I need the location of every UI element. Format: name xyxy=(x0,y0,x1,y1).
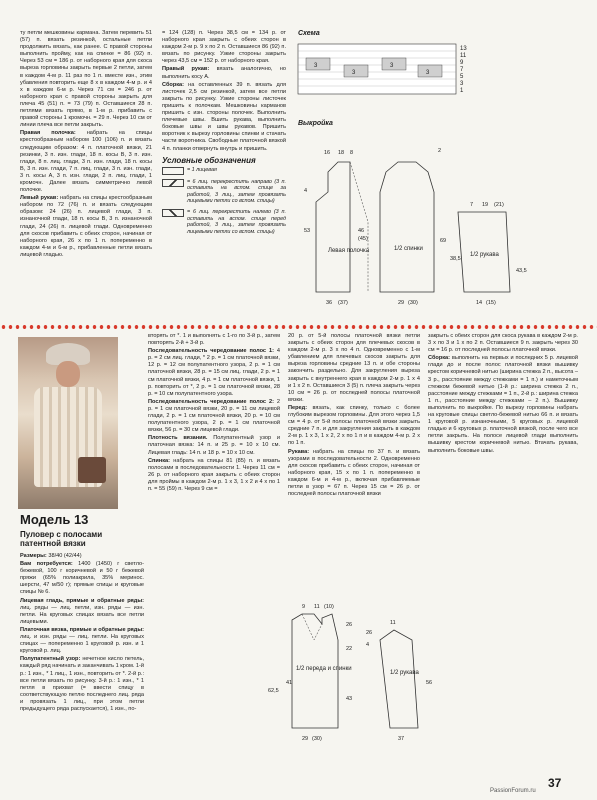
section-heading: Полупатентный узор: xyxy=(20,656,81,663)
section-heading: Рукава: xyxy=(288,448,310,455)
section-heading: Платочная вязка, прямые и обратные ряды: xyxy=(20,626,144,633)
dim-label: (10) xyxy=(324,604,334,610)
paragraph: 38/40 (42/44) xyxy=(48,553,82,559)
paragraph: вязать, как спинку, только с более глубоким вырезом горловины. Для этого через 1,5 см = 4 р. от 5-й полосы платочной вязки закрыть средние 7 п. и для закругления закрыть в каждом 2-м р. 1 х 3, 1 х 2, 2 х по 1 п и в каждом 4-м р. 2 х по 1 п. xyxy=(288,404,420,447)
dim-label: 38,5 xyxy=(450,256,461,262)
legend-text: = 1 лицевая xyxy=(187,166,217,173)
cable-block xyxy=(306,58,330,70)
text-column-bottom-4 xyxy=(428,333,578,565)
paragraph: на оставленных 39 п. вязать для листочек 2,5 см резинкой, затем все петли закрыть по рисунку. Узкие стороны листочек пришить к полочкам. Мешковины карманов пришить с изн. стороны полочек. Выполнить плечевые швы. Вшить рукава, выполнить боковые швы и швы рукавов. Пришить воротник к вырезу горловины спинки и стачать части воротника. Свободные платочной вязкой 4 п. планки отвернуть внутрь и пришить. xyxy=(162,81,286,152)
cable-block xyxy=(382,58,406,70)
dim-label: 43 xyxy=(346,696,353,702)
paragraph: 4 р. = 2 см лиц. глади, * 2 р. = 1 см платочной вязки, 12 р. = 12 см полупатентного узора, 2 р. = 1 см платочной вязки, 28 р. = 15 см лиц. глади, 2 р. = 1 см платочной вязки, 4 р. = 1 см платочной вязки, 1 р. повторить от *, 2 р. = 1 см платочной вязки, 28 р. = 10 см полупатентного узора. xyxy=(148,348,280,397)
paragraph: набрать на спицы по 37 п. и вязать узорами в последовательности 2. Одновременно для скосов прибавить с обеих сторон, начиная от наборного края, 15 х по 1 п. попеременно в каждом 6-м и 4-м р., включая прибавляемые петли в узор = 67 п. Через 15 см = 26 р. от последней полосы платочной вязки xyxy=(288,448,420,498)
dim-label: 18 xyxy=(338,150,345,156)
paragraph: набрать на спицы 81 (85) п. и вязать полосами в последовательности 1. Через 11 см = 26 р. от наборного края закрыть с обеих сторон для проймы в каждом 2-м р. 1 х 3, 1 х 2 и 4 х по 1 п. = 55 (59) п. Через 9 см = xyxy=(148,457,280,492)
section-heading: Правая полочка: xyxy=(20,130,76,137)
back-outline xyxy=(380,162,434,292)
back-label: 1/2 спинки xyxy=(394,246,423,252)
cable-block xyxy=(344,65,368,77)
front-back-label: 1/2 переда и спинки xyxy=(296,666,352,672)
bag-icon xyxy=(78,457,106,483)
sleeve-label: 1/2 рукава xyxy=(470,252,499,258)
section-heading: Сборка: xyxy=(162,81,185,88)
paragraph: 1400 (1450) г светло-бежевой, 100 г коричневой и 50 г бежевой пряжи (65% полиакрила, 35% меринос. шерсти, 47 м/50 г); прямые спицы и круговые спицы № 6. xyxy=(20,561,144,596)
schema-title: Схема xyxy=(298,30,320,37)
paragraph: выполнить на первых и последних 5 р. лицевой глади до и после полос платочной вязки вышивку крестом коричневой нитью (ширина стежка 2 п., высота – 3 р., расстояние между стежками = 1 п.) и наметочным стежком бежевой нитью (1-й р.: ширина стежка 2 п., расстояние между стежками = 1 п., 2-й р.: ширина стежка 1 п., расстояние между стежками – 2 п.). Вышивку выполнить по выкройке. По вырезу горловины набрать на круговые спицы светло-бежевой нитью 66 п. и вязать 1 круговой р. изнаночными, 5 круговых р. лицевой гладью и 6 круговых р. платочной вязкой, после чего все петли закрыть. На полосе лицевой глади выполнить вышивку крестом коричневой нитью. Втачать рукава, выполнить боковые швы. xyxy=(428,355,578,454)
dotted-divider xyxy=(0,323,597,331)
dim-label: 19 xyxy=(482,202,489,208)
legend-swatch xyxy=(162,167,184,175)
section-heading: Левый рукав: xyxy=(20,195,59,202)
dim-label: 69 xyxy=(440,238,447,244)
repeat-label: 3 xyxy=(314,63,318,69)
section-heading: Вам потребуется: xyxy=(20,561,73,568)
row-number: 11 xyxy=(460,53,467,59)
dim-label: 29 xyxy=(302,736,309,742)
dim-label: 29 xyxy=(398,300,405,306)
dim-label: 16 xyxy=(324,150,331,156)
model-title: Модель 13 xyxy=(20,512,89,527)
legend-item xyxy=(162,209,286,235)
paragraph: лиц. и изн. ряды — лиц. петли. На круговых спицах — попеременно 1 круговой р. изн. и 1 круговой р. лиц. xyxy=(20,634,144,655)
sleeve-label: 1/2 рукава xyxy=(390,670,419,676)
dim-label: (30) xyxy=(312,736,322,742)
text-column-bottom-2 xyxy=(148,333,280,565)
dim-label: 4 xyxy=(366,642,370,648)
paragraph: нечетное кисло петель, каждый ряд начинать и заканчивать 1 кром. 1-й р.: 1 изн., * 1 лиц., 1 изн., повторить от *. 2-й р.: все петли вязать по рисунку. 3-й р.: 1 изн., * 1 петля в прихват (= ввести спицу в соответствующую петлю последнего лиц. ряда и провязать 1 лиц., при этом петли предыдущего ряда распускается), 1 изн., по- xyxy=(20,656,144,712)
dim-label: 37 xyxy=(398,736,405,742)
dim-label: 11 xyxy=(314,604,320,610)
section-heading: Лицевая гладь, прямые и обратные ряды: xyxy=(20,597,144,604)
paragraph: закрыть с обеих сторон для скоса рукава в каждом 2-м р. 3 х по 3 и 1 х по 2 п. Оставшиеся 9 п. закрыть через 30 см = 16 р. от последней полосы платочной вязки. xyxy=(428,333,578,354)
section-heading: Последовательность чередование полос 2: xyxy=(148,398,274,405)
paragraph: = 124 (128) п. Через 38,5 см = 134 р. от наборного края закрыть с обеих сторон в каждом 2-м р. 9 х по 2 п. Оставшиеся 86 (92) п. вязать по рисунку. Узкие стороны закрыть через 43,5 см = 152 р. от наборного края. xyxy=(162,30,286,65)
legend-title: Условные обозначения xyxy=(162,155,256,165)
repeat-label: 3 xyxy=(426,70,430,76)
repeat-label: 3 xyxy=(390,63,394,69)
dim-label: 53 xyxy=(304,228,311,234)
dim-label: 9 xyxy=(302,604,306,610)
row-number: 5 xyxy=(460,74,464,80)
row-number: 3 xyxy=(460,81,464,87)
sleeve-outline xyxy=(380,630,418,728)
legend-text: = 6 лиц. перекрестить направо (3 п. оставить на вспом. спице за работой, 3 лиц., затем провязать лицевыми петли со вспом. спицы) xyxy=(187,178,286,205)
left-front-outline xyxy=(316,162,350,292)
model-subtitle: Пуловер с полосами патентной вязки xyxy=(20,530,103,548)
dim-label: (45) xyxy=(358,236,368,242)
dim-label: 26 xyxy=(366,630,373,636)
pattern-diagram-top xyxy=(298,132,588,322)
dim-label: 4 xyxy=(304,188,308,194)
section-heading: Спинка: xyxy=(148,457,171,464)
text-column-top-left xyxy=(20,30,152,320)
repeat-label: 3 xyxy=(352,70,356,76)
dim-label: (15) xyxy=(486,300,496,306)
paragraph: 2 р. = 1 см платочной вязки, 20 р. = 11 см лицевой глади, 2 р. = 1 см платочной вязки, 20 р. = 10 см полупатентного узора, 2 р. = 1 см платочной вязки, 56 р. = 30 см лицевой глади. xyxy=(148,398,280,434)
paragraph: лиц. ряды — лиц. петли, изн. ряды — изн. петли. На круговых спицах вязать все петли лицевыми. xyxy=(20,604,144,625)
face xyxy=(56,361,80,387)
paragraph: набрать на спицы крестообразным набором по 72 (76) п. и вязать следующим образом: 24 (26) п. лицевой глади, 3 п. изнаночной глади, 18 п. косы B, 3 п. изнаночной глади, 24 (26) п. лицевой глади. Одновременно для скосов прибавить с обеих сторон, начиная от наборного края, 26 х по 1 п. попеременно в каждом 4-м и 6-м р., прибавленные петли вязать лицевой гладью. xyxy=(20,195,152,258)
section-heading: Последовательность чередование полос 1: xyxy=(148,348,274,355)
cable-right-icon xyxy=(162,179,184,187)
dim-label: 41 xyxy=(286,680,293,686)
site-watermark: PassionForum.ru xyxy=(490,788,536,794)
paragraph: Полупатентный узор и платочная вязка: 14 п. и 25 р. = 10 х 10 см. Лицевая гладь: 14 п. и 18 р. = 10 х 10 см. xyxy=(148,435,280,456)
stitch-schema xyxy=(298,42,473,100)
model-photo xyxy=(18,337,118,509)
row-number: 9 xyxy=(460,60,464,66)
paragraph: вязать аналогично, но выполнить косу A. xyxy=(162,66,286,80)
paragraph: вторять от *. 1 и выполнять с 1-го по 3-й р., затем повторять 2-й + 3-й р. xyxy=(148,333,280,347)
dim-label: 2 xyxy=(438,148,442,154)
dim-label: (21) xyxy=(494,202,504,208)
row-number: 1 xyxy=(460,88,464,94)
cable-left-icon xyxy=(162,209,184,217)
legend-item xyxy=(162,179,286,205)
dim-label: 36 xyxy=(326,300,333,306)
paragraph: 20 р. от 5-й полосы платочной вязки петли закрыть с обеих сторон для плечевых скосов в каждом 2-м р. 3 х по 4 п. Одновременно с 1-м убавлением для плечевых скосов закрыть для выреза горловины средние 13 п. и обе стороны закончить раздельно. Для закругления выреза закрыть с внутреннего края в каждом 2-м р. 1 х 4 и 1 х 2 п. Оставшиеся 3 (5) п. плеча закрыть через 10 см = 26 р. от последней полосы платочной вязки. xyxy=(288,333,420,403)
dim-label: (30) xyxy=(408,300,418,306)
text-column-bottom-1 xyxy=(20,553,144,773)
section-heading: Сборка: xyxy=(428,355,451,362)
text-column-top-middle xyxy=(162,30,286,320)
diagram-title: Выкройка xyxy=(298,120,333,127)
row-number: 7 xyxy=(460,67,464,73)
dim-label: 11 xyxy=(390,620,396,626)
dim-label: 8 xyxy=(350,150,354,156)
cable-block xyxy=(418,65,442,77)
dim-label: 43,5 xyxy=(516,268,527,274)
page-number: 37 xyxy=(548,776,562,790)
dim-label: (37) xyxy=(338,300,348,306)
left-front-label: Левая полочка xyxy=(328,248,370,254)
section-heading: Размеры: xyxy=(20,553,47,559)
paragraph: ту петли мешковины кармана. Затем перевить 51 (57) п. вязать резинкой, остальные петли продолжить вязать, как ранее. С правой стороны выполнить пройму, как на спинке = 86 (92) п. Через 53 см = 186 р. от наборного края для скоса выреза горловины закрыть первые 2 петли, затем в каждом 4-м р. 11 раз по 1 п. вместе изн., этим убавления повторить еще 8 х в каждом 4-м р. и 4 х в каждом 6-м р. Через 71 см = 246 р. от наборного края с правой стороны закрыть для плеча 45 (51) п. = 73 (79) п. Оставшиеся 28 п. петлями вязать прямо, в 1-м р. прибавить с правой стороны 1 кромочн. = 29 п. Через 10 см от линии плеча все петли закрыть. xyxy=(20,30,152,129)
dim-label: 26 xyxy=(346,622,353,628)
dim-label: 14 xyxy=(476,300,483,306)
dim-label: 22 xyxy=(346,646,353,652)
dim-label: 62,5 xyxy=(268,688,279,694)
row-number: 13 xyxy=(460,46,467,52)
section-heading: Правый рукав: xyxy=(162,66,210,73)
section-heading: Плотность вязания. xyxy=(148,435,208,442)
dim-label: 46 xyxy=(358,228,365,234)
legend-text: = 6 лиц. перекрестить налево (3 п. оставить на вспом. спице перед работой, 3 лиц., затем провязать лицевыми петли со вспом. спицы) xyxy=(187,209,286,235)
pattern-diagram-bottom xyxy=(262,600,452,750)
legend-item xyxy=(162,167,286,175)
text-column-bottom-3 xyxy=(288,333,420,565)
dim-label: 7 xyxy=(470,202,474,208)
dim-label: 56 xyxy=(426,680,433,686)
section-heading: Перед: xyxy=(288,404,308,411)
paragraph: набрать на спицы крестообразным набором 100 (106) п. и вязать следующим образом: 4 п. платочной вязки, 21 резинки, 3 п. изн. глади, 18 п. косы B, 3 п. изн. глади, 8 п. лиц. глади, 3 п. изн. глади, 18 п. косы B, 3 п. изн. глади, 7 п. лиц. глади, 3 п. изн. глади, 3 п. косы A, 3 п. изн. глади, 2 п. лиц. глади, 1 кромочн. Далее вязать симметрично левой полочке. xyxy=(20,130,152,194)
